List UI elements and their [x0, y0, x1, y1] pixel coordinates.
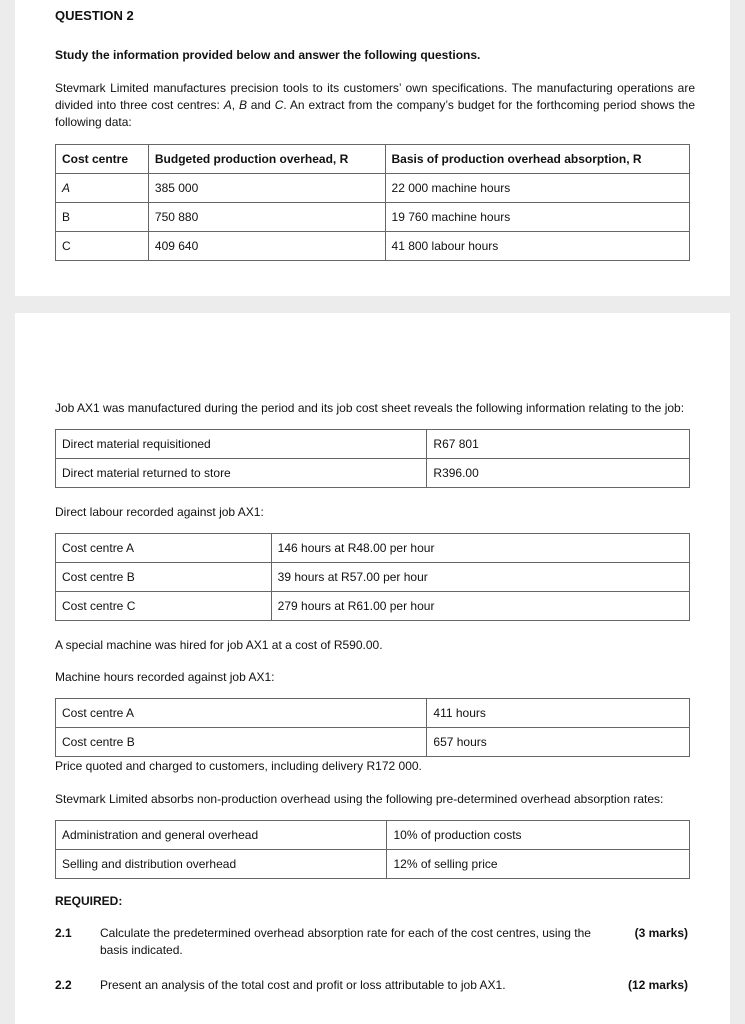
labour-intro: Direct labour recorded against job AX1:	[55, 505, 264, 519]
basis-cell: 22 000 machine hours	[385, 174, 689, 203]
table-row	[56, 821, 690, 850]
question-text: Calculate the predetermined overhead absorption rate for each of the cost centres, using the basis indicated.	[100, 926, 591, 957]
basis-cell: 19 760 machine hours	[385, 203, 689, 232]
price-quoted-text: Price quoted and charged to customers, including delivery R172 000.	[55, 759, 422, 773]
machine-hours: 657 hours	[427, 728, 690, 757]
table-row	[56, 459, 690, 488]
overhead-type: Administration and general overhead	[56, 821, 387, 850]
question-text: Present an analysis of the total cost and profit or loss attributable to job AX1.	[100, 978, 506, 992]
labour-hours: 146 hours at R48.00 per hour	[271, 534, 689, 563]
labour-cost-centre: Cost centre C	[56, 592, 272, 621]
table-row	[56, 592, 690, 621]
header-absorption-basis: Basis of production overhead absorption, R	[385, 145, 689, 174]
table-row	[56, 174, 690, 203]
material-label: Direct material requisitioned	[56, 430, 427, 459]
question-number: 2.1	[55, 926, 72, 940]
labour-hours: 279 hours at R61.00 per hour	[271, 592, 689, 621]
question-marks: (3 marks)	[634, 926, 688, 940]
absorption-intro: Stevmark Limited absorbs non-production overhead using the following pre-determined overhead absorption rates:	[55, 792, 664, 806]
page-2	[15, 313, 730, 1024]
material-label: Direct material returned to store	[56, 459, 427, 488]
overhead-rate: 12% of selling price	[387, 850, 690, 879]
question-number: 2.2	[55, 978, 72, 992]
material-value: R67 801	[427, 430, 690, 459]
machine-cost-centre: Cost centre A	[56, 699, 427, 728]
machine-hours: 411 hours	[427, 699, 690, 728]
cost-centre-cell: A	[56, 174, 149, 203]
labour-cost-centre: Cost centre B	[56, 563, 272, 592]
table-row	[56, 203, 690, 232]
table-row	[56, 534, 690, 563]
header-cost-centre: Cost centre	[56, 145, 149, 174]
overhead-type: Selling and distribution overhead	[56, 850, 387, 879]
intro-paragraph: Stevmark Limited manufactures precision tools to its customers’ own specifications. The manufacturing operations are divided into three cost centres: A, B and C. An extract from the company’s budget for the forthcoming period shows the following data:	[55, 81, 696, 129]
page-1	[15, 0, 730, 296]
cost-centre-cell: C	[56, 232, 149, 261]
table-row	[56, 850, 690, 879]
job-intro: Job AX1 was manufactured during the period and its job cost sheet reveals the following information relating to the job:	[55, 401, 685, 415]
question-title: QUESTION 2	[55, 8, 134, 23]
machine-table	[55, 698, 690, 757]
overhead-cell: 409 640	[148, 232, 385, 261]
required-heading: REQUIRED:	[55, 894, 123, 908]
labour-table	[55, 533, 690, 621]
overhead-rates-table	[55, 820, 690, 879]
instruction: Study the information provided below and answer the following questions.	[55, 48, 481, 62]
machine-intro: Machine hours recorded against job AX1:	[55, 670, 275, 684]
material-table	[55, 429, 690, 488]
machine-cost-centre: Cost centre B	[56, 728, 427, 757]
overhead-cell: 750 880	[148, 203, 385, 232]
labour-hours: 39 hours at R57.00 per hour	[271, 563, 689, 592]
material-value: R396.00	[427, 459, 690, 488]
overhead-cell: 385 000	[148, 174, 385, 203]
table-row	[56, 430, 690, 459]
question-marks: (12 marks)	[627, 978, 688, 992]
machine-hire-text: A special machine was hired for job AX1 at a cost of R590.00.	[55, 638, 383, 652]
table-row	[56, 232, 690, 261]
table-row	[56, 728, 690, 757]
table-row	[56, 699, 690, 728]
table-row	[56, 563, 690, 592]
table-header-row	[56, 145, 690, 174]
header-budgeted-overhead: Budgeted production overhead, R	[148, 145, 385, 174]
budget-table	[55, 144, 690, 261]
labour-cost-centre: Cost centre A	[56, 534, 272, 563]
overhead-rate: 10% of production costs	[387, 821, 690, 850]
basis-cell: 41 800 labour hours	[385, 232, 689, 261]
cost-centre-cell: B	[56, 203, 149, 232]
